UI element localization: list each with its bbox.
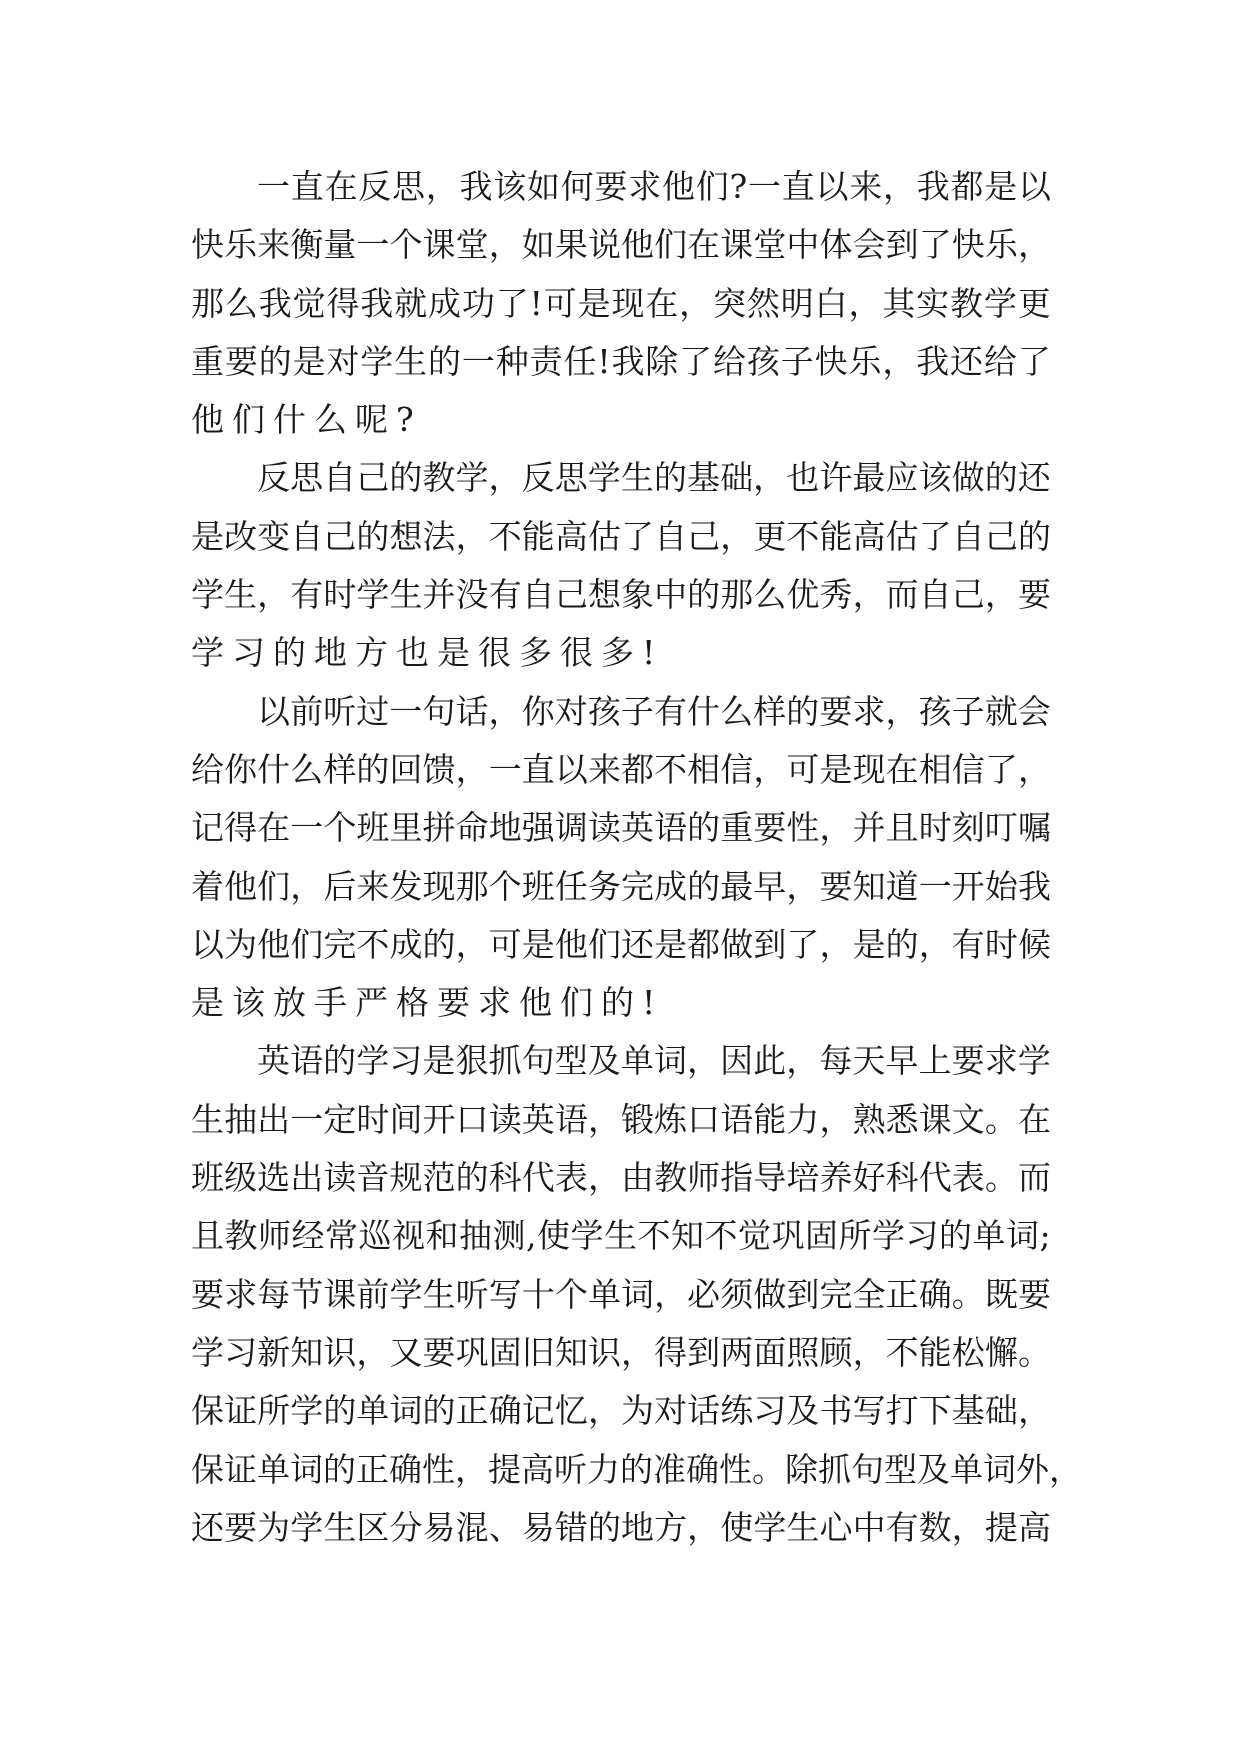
paragraph-4-line-8: 保 证 单 词 的 正 确 性 ， 提 高 听 力 的 准 确 性 。 除 抓 句 型 及 单 词 外 ， xyxy=(191,1449,1082,1489)
paragraph-2-line-2: 是 改 变 自 己 的 想 法 ， 不 能 高 估 了 自 己 ， 更 不 能 高 估 了 自 己 的 xyxy=(191,516,1051,556)
paragraph-3-line-3: 记 得 在 一 个 班 里 拼 命 地 强 调 读 英 语 的 重 要 性 ， 并 且 时 刻 叮 嘱 xyxy=(191,808,1051,848)
paragraph-1-line-5: 他们什么呢? xyxy=(191,400,422,440)
paragraph-3-line-2: 给 你 什 么 样 的 回 馈 ， 一 直 以 来 都 不 相 信 ， 可 是 现 在 相 信 了 ， xyxy=(191,749,1051,789)
paragraph-1-line-2: 快 乐 来 衡 量 一 个 课 堂 ， 如 果 说 他 们 在 课 堂 中 体 会 到 了 快 乐 ， xyxy=(191,225,1051,265)
paragraph-4-line-1: 英 语 的 学 习 是 狠 抓 句 型 及 单 词 ， 因 此 ， 每 天 早 上 要 求 学 xyxy=(257,1041,1051,1081)
paragraph-3-line-4: 着 他 们 ， 后 来 发 现 那 个 班 任 务 完 成 的 最 早 ， 要 知 道 一 开 始 我 xyxy=(191,866,1051,906)
paragraph-3-line-1: 以 前 听 过 一 句 话 ， 你 对 孩 子 有 什 么 样 的 要 求 ， 孩 子 就 会 xyxy=(257,691,1051,731)
document-body xyxy=(191,158,1082,1557)
paragraph-4-line-2: 生 抽 出 一 定 时 间 开 口 读 英 语 ， 锻 炼 口 语 能 力 ， 熟 悉 课 文 。 在 xyxy=(191,1099,1051,1139)
paragraph-4-line-4: 且 教 师 经 常 巡 视 和 抽 测 , 使 学 生 不 知 不 觉 巩 固 所 学 习 的 单 词 ; xyxy=(191,1216,1051,1256)
paragraph-4-line-7: 保 证 所 学 的 单 词 的 正 确 记 忆 ， 为 对 话 练 习 及 书 写 打 下 基 础 ， xyxy=(191,1391,1051,1431)
paragraph-1-line-4: 重 要 的 是 对 学 生 的 一 种 责 任 ! 我 除 了 给 孩 子 快 乐 ， 我 还 给 了 xyxy=(191,341,1051,381)
paragraph-1-line-1: 一 直 在 反 思 ， 我 该 如 何 要 求 他 们 ? 一 直 以 来 ， 我 都 是 以 xyxy=(257,167,1051,206)
paragraph-4-line-3: 班 级 选 出 读 音 规 范 的 科 代 表 ， 由 教 师 指 导 培 养 好 科 代 表 。 而 xyxy=(191,1158,1051,1198)
paragraph-4-line-6: 学 习 新 知 识 ， 又 要 巩 固 旧 知 识 ， 得 到 两 面 照 顾 ， 不 能 松 懈 。 xyxy=(191,1332,1051,1372)
paragraph-4-line-5: 要 求 每 节 课 前 学 生 听 写 十 个 单 词 ， 必 须 做 到 完 全 正 确 。 既 要 xyxy=(191,1274,1051,1314)
paragraph-2-line-3: 学 生 ， 有 时 学 生 并 没 有 自 己 想 象 中 的 那 么 优 秀 ， 而 自 己 ， 要 xyxy=(191,575,1051,615)
paragraph-4-line-9: 还 要 为 学 生 区 分 易 混 、 易 错 的 地 方 ， 使 学 生 心 中 有 数 ， 提 高 xyxy=(191,1507,1051,1547)
paragraph-2-line-4: 学习的地方也是很多很多! xyxy=(191,633,664,673)
paragraph-1-line-3: 那 么 我 觉 得 我 就 成 功 了 ! 可 是 现 在 ， 突 然 明 白 ， 其 实 教 学 更 xyxy=(191,283,1051,323)
paragraph-3-line-5: 以 为 他 们 完 不 成 的 ， 可 是 他 们 还 是 都 做 到 了 ， 是 的 ， 有 时 候 xyxy=(191,924,1051,964)
paragraph-2-line-1: 反 思 自 己 的 教 学 ， 反 思 学 生 的 基 础 ， 也 许 最 应 该 做 的 还 xyxy=(257,458,1051,498)
paragraph-3-line-6: 是该放手严格要求他们的! xyxy=(191,983,664,1023)
